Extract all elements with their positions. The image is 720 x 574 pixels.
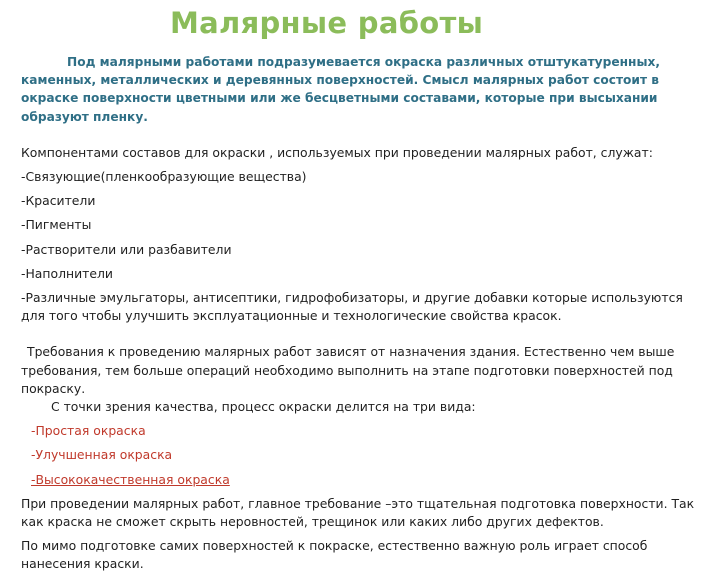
requirements-paragraph: Требования к проведению малярных работ зависят от назначения здания. Естественно чем выше требования, тем больше операций необходимо выполнить на этапе подготовки поверхностей под покраску. — [21, 344, 675, 396]
document-body — [21, 53, 701, 574]
intro-paragraph: Под малярными работами подразумевается окраска различных отштукатуренных, каменных, металлических и деревянных поверхностей. Смысл малярных работ состоит в окраске поверхности цветными или же бесцветными составами, которые при высыхании образуют пленку. — [21, 55, 660, 124]
quality-lead: С точки зрения качества, процесс окраски делится на три вида: — [51, 399, 476, 415]
spacer — [21, 325, 701, 343]
quality-kind-improved: -Улучшенная окраска — [31, 447, 173, 463]
quality-kind-high: -Высококачественная окраска — [31, 471, 230, 487]
component-item: -Красители — [21, 193, 96, 209]
component-item: -Наполнители — [21, 265, 113, 281]
conclusion-paragraph: По мимо подготовке самих поверхностей к покраске, естественно важную роль играет способ нанесения краски. — [21, 538, 648, 572]
component-item: -Связующие(пленкообразующие вещества) — [21, 169, 307, 185]
quality-kind-simple: -Простая окраска — [31, 423, 146, 439]
page-title: Малярные работы — [170, 6, 484, 40]
conclusion-paragraph: При проведении малярных работ, главное требование –это тщательная подготовка поверхности. Так как краска не сможет скрыть неровностей, трещинок или каких либо других дефектов. — [21, 495, 695, 530]
component-item: -Растворители или разбавители — [21, 241, 232, 257]
component-item: -Различные эмульгаторы, антисептики, гидрофобизаторы, и другие добавки которые используются для того чтобы улучшить эксплуатационные и технологические свойства красок. — [21, 290, 683, 324]
component-item: -Пигменты — [21, 217, 92, 233]
spacer — [21, 126, 701, 144]
components-lead: Компонентами составов для окраски , используемых при проведении малярных работ, служат: — [21, 144, 653, 160]
